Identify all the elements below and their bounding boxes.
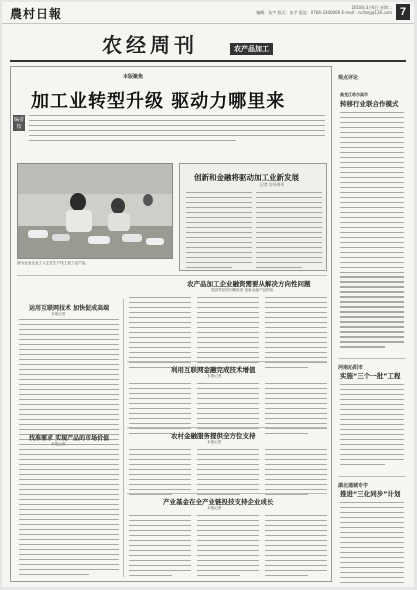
top-bar (2, 2, 414, 24)
middle-column-text-10 (129, 515, 191, 580)
photo-caption: 图为农业企业工人正在生产线上加工农产品。 (17, 261, 89, 265)
sidebar-text-3 (340, 502, 404, 587)
article-subtitle-internet: 本报记者 (51, 312, 66, 316)
sidebar-tag-henan: 河南沁阳市 (338, 365, 364, 371)
sidebar-headline-2: 实施“三个一批”工程 (340, 372, 401, 380)
main-headline: 加工业转型升级 驱动力哪里来 (31, 91, 286, 112)
main-feature-area (10, 66, 332, 582)
left-column-text-2 (19, 449, 119, 579)
section-subtitle: 农产品加工 (230, 43, 273, 55)
article-subtitle-internet-finance: 本报记者 (207, 374, 222, 378)
middle-column-text-8 (197, 449, 259, 499)
lead-paragraph (29, 115, 325, 149)
photo-caption-block (17, 261, 173, 266)
middle-column-text-7 (129, 449, 191, 499)
feature-box (179, 163, 327, 271)
newspaper-page (2, 2, 414, 587)
header-date: 2018年3月6日 星期二 (351, 5, 392, 10)
middle-column-text-4 (129, 383, 191, 438)
section-divider (17, 275, 327, 276)
editor-note-label: 编者按 (13, 117, 24, 130)
article-title-internet: 运用互联网技术 加快促成高端 (29, 305, 110, 312)
feature-photo (17, 163, 173, 259)
article-title-industry-fund: 产业基金在全产业链投技支持企业成长 (163, 498, 274, 506)
article-subtitle-demand: 本报记者 (51, 442, 66, 446)
article-subtitle-financing: 提高贷款投向精准度 创新金融产品供给 (211, 288, 274, 292)
middle-column-text-6 (265, 383, 327, 438)
sidebar-headline-3: 推进“三化同步”计划 (340, 490, 401, 498)
article-title-demand: 找准需求 实现产品的市场价值 (29, 435, 110, 442)
header-contact: 編輯：朱宇 版式：朱宇 電話：0766-3300000 E-mail：ncrbnj@126.com (256, 10, 392, 15)
middle-column-text-11 (197, 515, 259, 580)
feature-box-subtitle: 记者 农经周刊 (260, 182, 284, 187)
sidebar-text-2 (340, 384, 404, 469)
article-title-financing: 农产品加工企业融资需要从解决方向性问题 (187, 280, 311, 288)
sidebar-tag-hubei: 湖北通城专字 (338, 483, 369, 489)
sidebar-tag-opinion: 观点评论 (338, 75, 359, 81)
article-subtitle-rural-finance: 本报记者 (207, 440, 222, 444)
right-sidebar (338, 66, 406, 582)
middle-column-text-9 (265, 449, 327, 499)
article-title-rural-finance: 农村金融服务提供全方位支持 (171, 432, 256, 440)
feature-kicker: 本版聚焦 (123, 74, 144, 80)
sidebar-headline-1: 转移行业联合作模式 (340, 100, 399, 108)
section-title: 农经周刊 (102, 33, 198, 57)
paper-name: 農村日報 (10, 7, 63, 21)
middle-column-text-5 (197, 383, 259, 438)
article-title-internet-finance: 利用互联网金融完成技术增值 (171, 366, 256, 374)
middle-column-text-12 (265, 515, 327, 580)
feature-box-col-2 (256, 192, 322, 272)
masthead-rule (10, 60, 406, 62)
sidebar-text-1 (340, 112, 404, 351)
feature-box-title: 创新和金融将驱动加工业新发展 (194, 173, 299, 182)
article-subtitle-industry-fund: 本报记者 (207, 506, 222, 510)
page-number: 7 (396, 4, 410, 20)
header-info (256, 5, 392, 15)
sidebar-brief-label: 黑龙江哈尔滨市 (340, 92, 368, 97)
feature-box-col-1 (186, 192, 252, 272)
